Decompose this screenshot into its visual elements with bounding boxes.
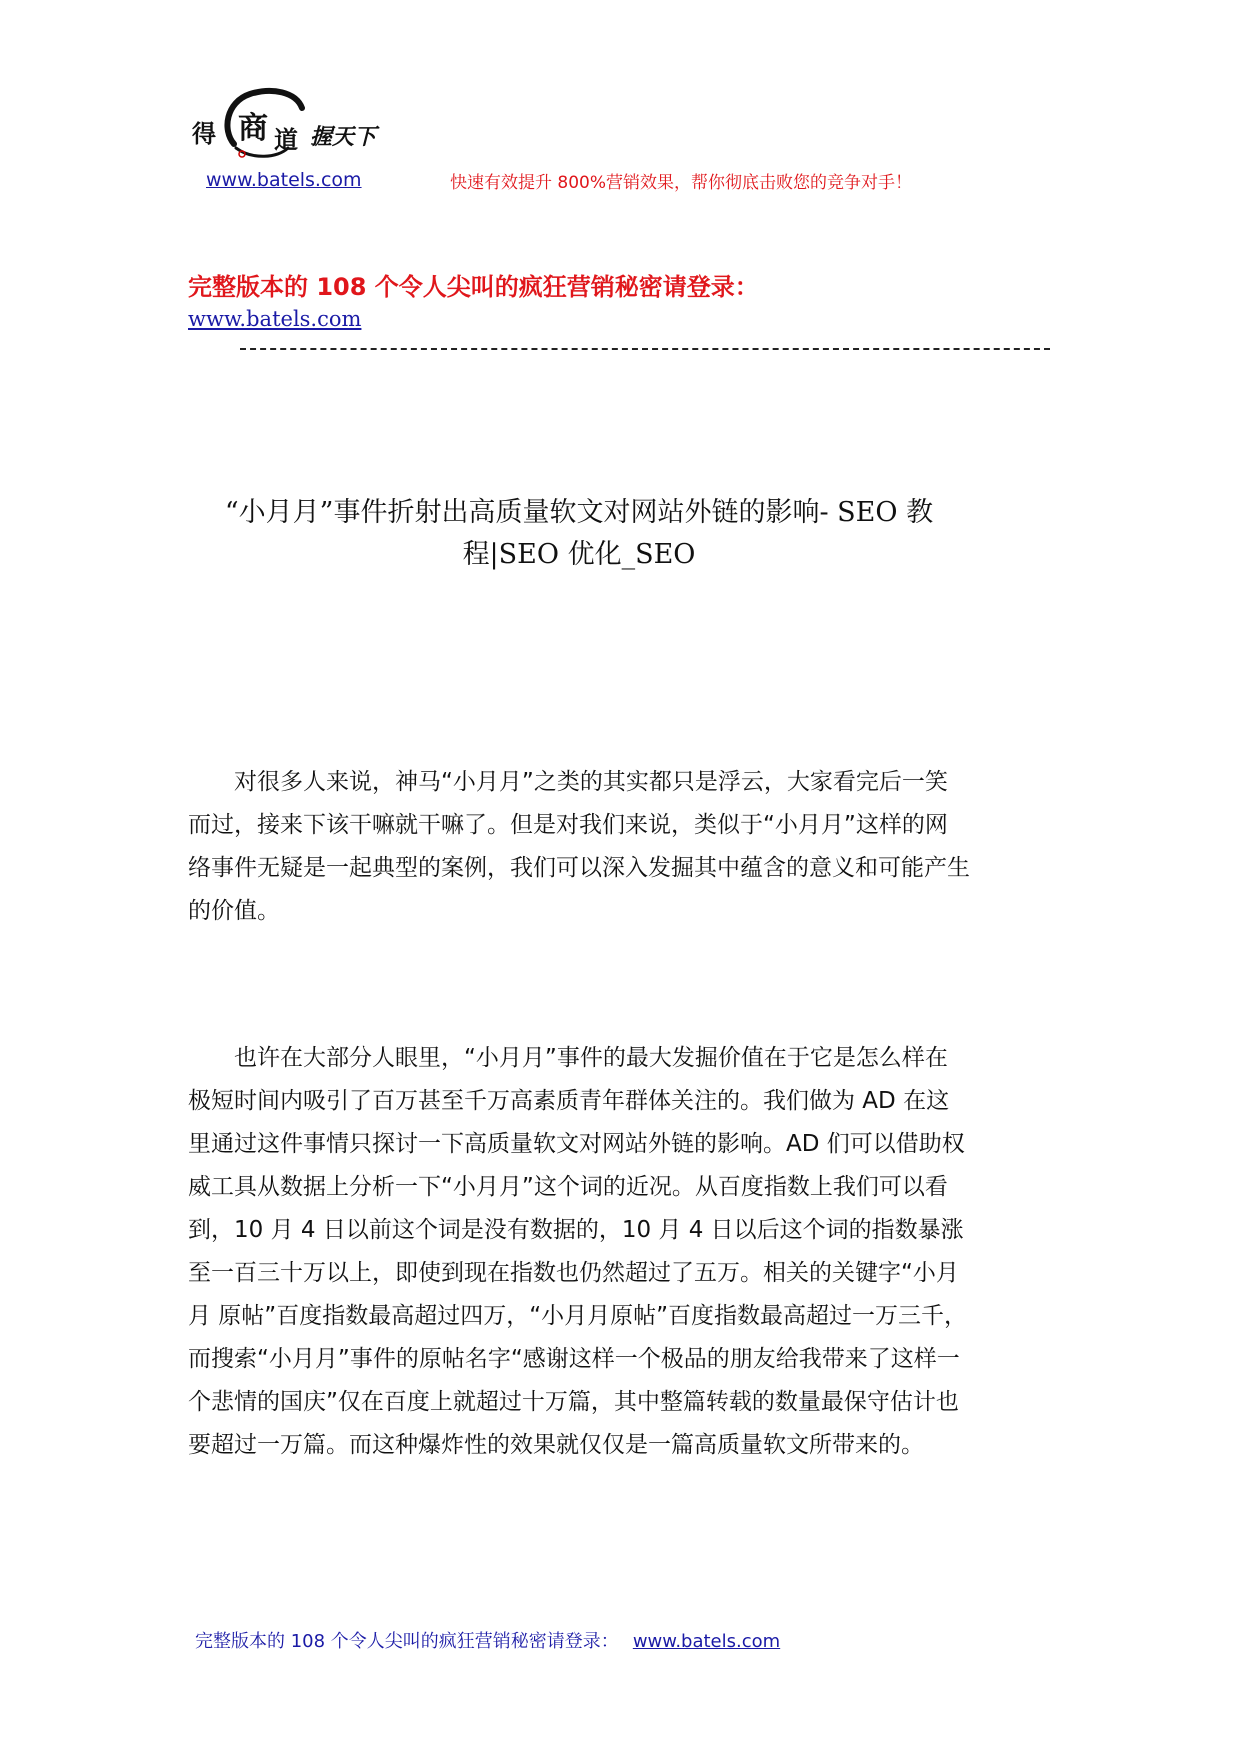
header-site-link[interactable]: www.batels.com <box>206 169 362 191</box>
footer-text: 完整版本的 108 个令人尖叫的疯狂营销秘密请登录： <box>195 1631 619 1652</box>
company-logo <box>192 86 396 166</box>
promo-link[interactable]: www.batels.com <box>188 307 362 331</box>
page-footer <box>195 1627 780 1653</box>
footer-link[interactable]: www.batels.com <box>632 1631 781 1652</box>
dashed-divider <box>240 348 1050 350</box>
svg-text:握天下: 握天下 <box>310 124 377 150</box>
article-paragraph: 也许在大部分人眼里，“小月月”事件的最大发掘价值在于它是怎么样在极短时间内吸引了百万甚至千万高素质青年群体关注的。我们做为 AD 在这里通过这件事情只探讨一下高质量软文对网站外链的影响。AD 们可以借助权威工具从数据上分析一下“小月月”这个词的近况。从百度指数上我们可以看到，10 月 4 日以前这个词是没有数据的，10 月 4 日以后这个词的指数暴涨至一百三十万以上，即使到现在指数也仍然超过了五万。相关的关键字“小月月 原帖”百度指数最高超过四万，“小月月原帖”百度指数最高超过一万三千，而搜索“小月月”事件的原帖名字“感谢这样一个极品的朋友给我带来了这样一个悲情的国庆”仅在百度上就超过十万篇，其中整篇转载的数量最保守估计也要超过一万篇。而这种爆炸性的效果就仅仅是一篇高质量软文所带来的。 <box>188 1045 968 1458</box>
svg-text:得: 得 <box>192 119 216 148</box>
header-slogan: 快速有效提升 800%营销效果，帮你彻底击败您的竞争对手！ <box>450 173 913 193</box>
promo-heading: 完整版本的 108 个令人尖叫的疯狂营销秘密请登录： <box>188 273 759 301</box>
svg-text:道: 道 <box>274 125 298 154</box>
article-title-line-2: 程|SEO 优化_SEO <box>462 539 696 570</box>
article-title <box>188 492 970 576</box>
article-title-line-1: “小月月”事件折射出高质量软文对网站外链的影响- SEO 教 <box>224 497 934 528</box>
svg-text:商: 商 <box>238 111 268 146</box>
article-paragraph: 对很多人来说，神马“小月月”之类的其实都只是浮云，大家看完后一笑而过，接来下该干嘛就干嘛了。但是对我们来说，类似于“小月月”这样的网络事件无疑是一起典型的案例，我们可以深入发掘其中蕴含的意义和可能产生的价值。 <box>188 769 970 924</box>
